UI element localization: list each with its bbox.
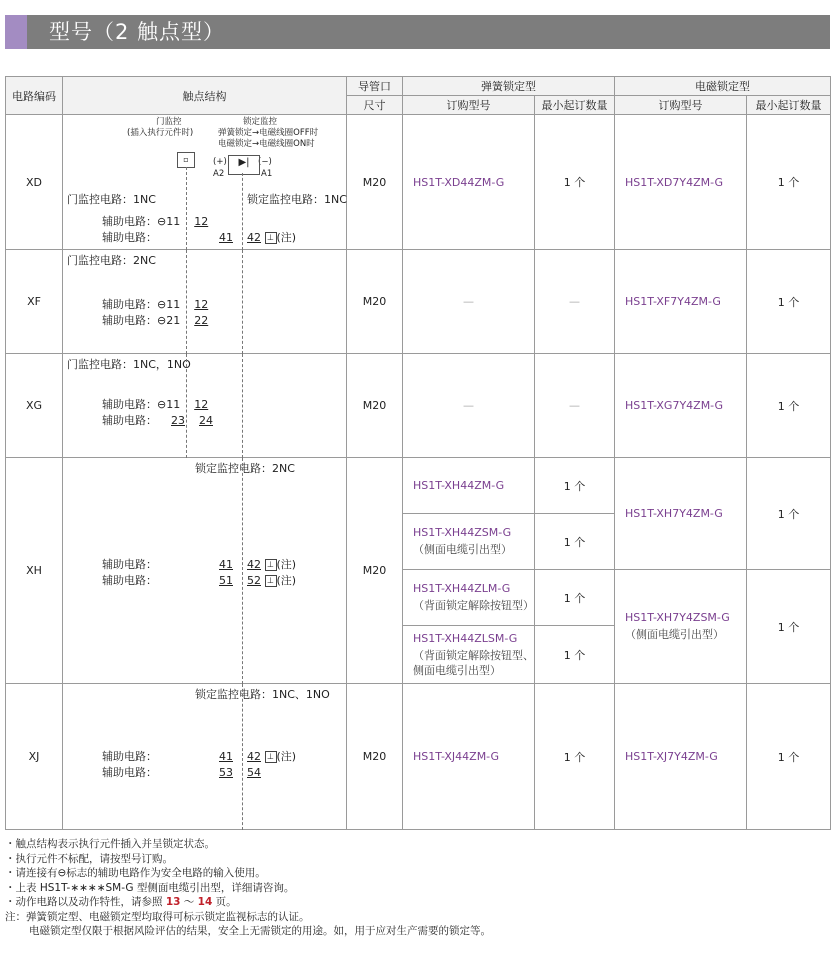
header-magnet-min-order: 最小起订数量 (747, 96, 831, 115)
circuit-code: XF (6, 250, 63, 354)
lock-mark-icon: ⊥ (265, 575, 277, 587)
table-row (6, 250, 831, 354)
magnet-order-code: HS1T-XH7Y4ZSM-G （侧面电缆引出型） (615, 570, 747, 684)
connector-line (186, 167, 187, 250)
contact-structure-diagram (63, 354, 347, 458)
lock-circuit-label: 锁定监控电路：2NC (195, 462, 295, 475)
magnet-order-code: HS1T-XD7Y4ZM-G (615, 115, 747, 250)
footnote: ・执行元件不标配，请按型号订购。 (5, 852, 173, 865)
magnet-order-code: HS1T-XF7Y4ZM-G (615, 250, 747, 354)
aux-circuit-label: 辅助电路：⊖11 12 (102, 298, 209, 311)
door-circuit-label: 门监控电路：1NC (67, 193, 156, 206)
connector-line (242, 458, 243, 684)
magnet-order-code: HS1T-XG7Y4ZM-G (615, 354, 747, 458)
banner-accent (5, 15, 27, 49)
page-ref: 14 (197, 896, 213, 908)
table-row (6, 115, 831, 250)
spring-min-order: 1 个 (535, 514, 615, 570)
header-spring-order-code: 订购型号 (403, 96, 535, 115)
contact-structure-diagram (63, 250, 347, 354)
spring-order-code: — (403, 354, 535, 458)
connector-line (186, 250, 187, 354)
aux-circuit-label: 辅助电路： (102, 558, 157, 571)
circuit-code: XG (6, 354, 63, 458)
table-row (6, 684, 831, 830)
conduit-size: M20 (347, 354, 403, 458)
terminal-a2: A2 (213, 169, 225, 179)
spring-order-code: HS1T-XD44ZM-G (403, 115, 535, 250)
aux-terminals: 53 54 (219, 766, 261, 779)
aux-terminals: 41 42 ⊥ (注) (219, 750, 297, 763)
lock-circuit-label: 锁定监控电路：1NC (247, 193, 347, 206)
connector-line (186, 354, 187, 458)
minus-terminal: (−) (258, 157, 272, 167)
aux-circuit-label: 辅助电路： 23 24 (102, 414, 213, 427)
lock-circuit-label: 锁定监控电路：1NC、1NO (195, 688, 330, 701)
door-switch-icon: ▫ (177, 152, 195, 168)
aux-circuit-label: 辅助电路： (102, 766, 157, 779)
conduit-size: M20 (347, 250, 403, 354)
footnote: 电磁锁定型仅限于根据风险评估的结果，安全上无需锁定的用途。如，用于应对生产需要的锁定等。 (29, 925, 491, 937)
diode-symbol-icon: ▶| (228, 155, 260, 175)
footnote: ・动作电路以及动作特性，请参照 13 ～ 14 页。 (5, 896, 237, 908)
table-row (6, 458, 831, 514)
connector-line (242, 684, 243, 830)
lock-mark-icon: ⊥ (265, 751, 277, 763)
header-contact-structure: 触点结构 (63, 77, 347, 115)
header-conduit: 导管口 (347, 77, 403, 96)
header-conduit-size: 尺寸 (347, 96, 403, 115)
spring-order-code: HS1T-XH44ZM-G (403, 458, 535, 514)
contact-structure-diagram (63, 458, 347, 684)
footnote: ・上表 HS1T-∗∗∗∗SM-G 型侧面电缆引出型，详细请咨询。 (5, 881, 295, 894)
magnet-min-order: 1 个 (747, 458, 831, 570)
contact-structure-diagram (63, 115, 347, 250)
spring-min-order: — (535, 250, 615, 354)
lock-mark-icon: ⊥ (265, 559, 277, 571)
footnote: 注：弹簧锁定型、电磁锁定型均取得可标示锁定监视标志的认证。 (5, 910, 310, 923)
spring-order-code: HS1T-XH44ZSM-G （侧面电缆引出型） (403, 514, 535, 570)
lock-monitor-label: 锁定监控 (243, 117, 278, 127)
magnet-min-order: 1 个 (747, 684, 831, 830)
aux-terminals: 51 52 ⊥ (注) (219, 574, 297, 587)
header-spring-min-order: 最小起订数量 (535, 96, 615, 115)
conduit-size: M20 (347, 458, 403, 684)
spring-order-code: — (403, 250, 535, 354)
door-monitor-note: (插入执行元件时) (127, 128, 194, 138)
aux-circuit-label: 辅助电路：⊖21 22 (102, 314, 209, 327)
door-monitor-label: 门监控 (156, 117, 182, 127)
aux-circuit-label: 辅助电路： (102, 231, 157, 244)
footnote: ・请连接有⊖标志的辅助电路作为安全电路的输入使用。 (5, 867, 266, 879)
spring-min-order: 1 个 (535, 458, 615, 514)
connector-line (242, 250, 243, 354)
circuit-code: XD (6, 115, 63, 250)
magnet-order-code: HS1T-XJ7Y4ZM-G (615, 684, 747, 830)
aux-terminals: 41 42 ⊥ (注) (219, 231, 297, 244)
spring-min-order: 1 个 (535, 115, 615, 250)
spring-min-order: — (535, 354, 615, 458)
aux-circuit-label: 辅助电路： (102, 750, 157, 763)
conduit-size: M20 (347, 115, 403, 250)
header-circuit-code: 电路编码 (6, 77, 63, 115)
circuit-code: XJ (6, 684, 63, 830)
door-circuit-label: 门监控电路：2NC (67, 254, 156, 267)
header-spring-lock: 弹簧锁定型 (403, 77, 615, 96)
connector-line (242, 173, 243, 250)
magnet-min-order: 1 个 (747, 250, 831, 354)
magnet-min-order: 1 个 (747, 570, 831, 684)
spring-min-order: 1 个 (535, 626, 615, 684)
magnet-min-order: 1 个 (747, 354, 831, 458)
contact-structure-diagram (63, 684, 347, 830)
aux-circuit-label: 辅助电路： (102, 574, 157, 587)
terminal-a1: A1 (261, 169, 273, 179)
spring-lock-note: 弹簧锁定→电磁线圈OFF时 (218, 128, 319, 138)
spring-min-order: 1 个 (535, 570, 615, 626)
table-row (6, 354, 831, 458)
page-ref: 13 (165, 896, 181, 908)
magnet-min-order: 1 个 (747, 115, 831, 250)
title-banner (5, 15, 830, 49)
header-magnet-order-code: 订购型号 (615, 96, 747, 115)
footnote: ・触点结构表示执行元件插入并呈锁定状态。 (5, 838, 215, 850)
footnotes (5, 837, 491, 939)
aux-terminals: 41 42 ⊥ (注) (219, 558, 297, 571)
spring-order-code: HS1T-XJ44ZM-G (403, 684, 535, 830)
conduit-size: M20 (347, 684, 403, 830)
lock-mark-icon: ⊥ (265, 232, 277, 244)
spring-order-code: HS1T-XH44ZLM-G （背面锁定解除按钮型） (403, 570, 535, 626)
door-circuit-label: 门监控电路：1NC，1NO (67, 358, 191, 371)
aux-circuit-label: 辅助电路：⊖11 12 (102, 215, 209, 228)
aux-circuit-label: 辅助电路：⊖11 12 (102, 398, 209, 411)
connector-line (242, 354, 243, 458)
header-magnet-lock: 电磁锁定型 (615, 77, 831, 96)
circuit-code: XH (6, 458, 63, 684)
page-title: 型号（2 触点型） (49, 20, 226, 44)
magnet-order-code: HS1T-XH7Y4ZM-G (615, 458, 747, 570)
spring-min-order: 1 个 (535, 684, 615, 830)
spring-order-code: HS1T-XH44ZLSM-G （背面锁定解除按钮型、侧面电缆引出型） (403, 626, 535, 684)
plus-terminal: (+) (213, 157, 227, 167)
magnet-lock-note: 电磁锁定→电磁线圈ON时 (218, 139, 315, 149)
model-table (5, 76, 831, 830)
